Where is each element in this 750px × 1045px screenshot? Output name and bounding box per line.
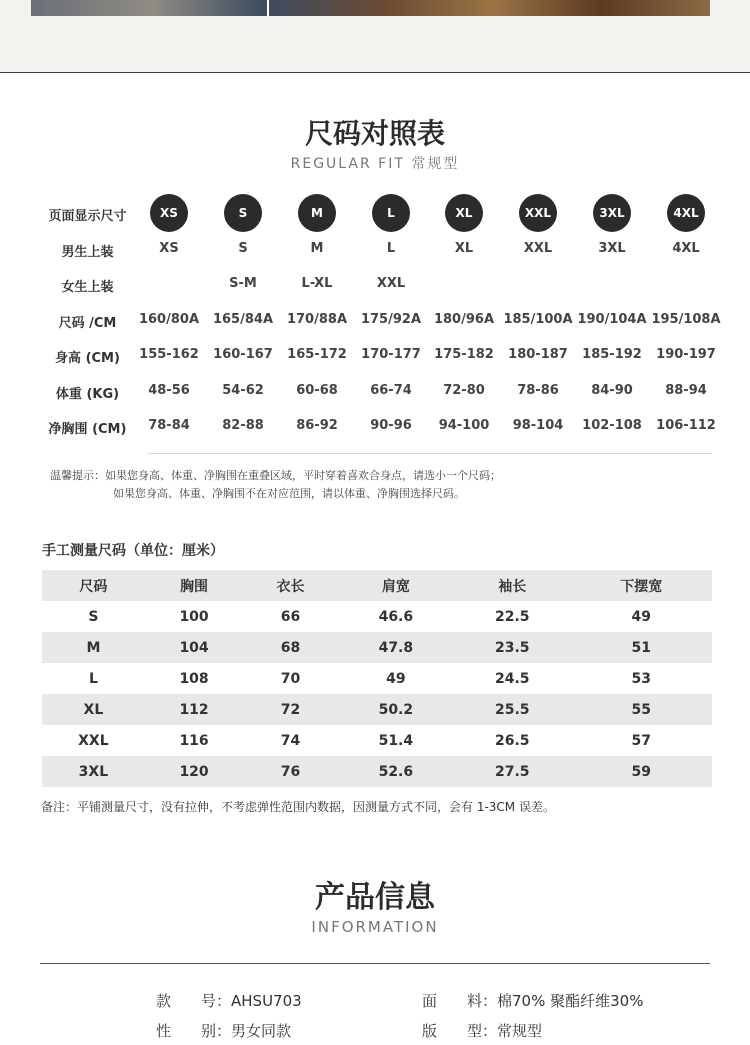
table-cell: 49 (386, 670, 406, 687)
size-cell: 48-56 (148, 383, 190, 398)
table-row (42, 756, 712, 787)
info-value: AHSU703 (231, 992, 302, 1010)
size-cell: L-XL (301, 276, 333, 291)
size-cell: 78-86 (517, 383, 559, 398)
size-cell: 72-80 (443, 383, 485, 398)
info-label: 款 号： (156, 992, 232, 1010)
product-info-divider (40, 963, 710, 964)
info-value: 男女同款 (231, 1022, 292, 1040)
table-cell: L (88, 670, 98, 687)
size-badge: L (372, 194, 410, 232)
size-cell: 86-92 (296, 418, 338, 433)
table-cell: 100 (179, 608, 209, 625)
measurement-header-cell: 尺码 (79, 578, 108, 595)
size-cell: L (386, 241, 396, 256)
size-cell: 3XL (598, 241, 626, 256)
table-cell: 53 (631, 670, 651, 687)
table-row (42, 601, 712, 632)
measurement-header-cell: 肩宽 (381, 578, 410, 595)
table-cell: 104 (179, 639, 209, 656)
size-badge: S (224, 194, 262, 232)
size-cell: 98-104 (512, 418, 564, 433)
table-cell: 70 (280, 670, 301, 687)
size-chart-title: 尺码对照表 (304, 117, 445, 150)
size-tip-line-2: 如果您身高、体重、净胸围不在对应范围，请以体重、净胸围选择尺码。 (113, 487, 465, 500)
table-cell: 25.5 (494, 701, 530, 718)
table-cell: 66 (280, 608, 301, 625)
info-value: 棉70% 聚酯纤维30% (497, 992, 644, 1010)
size-row-label: 页面显示尺寸 (48, 209, 127, 224)
info-style-no (156, 990, 302, 1011)
size-badge: 4XL (667, 194, 705, 232)
table-cell: 49 (631, 608, 651, 625)
info-label: 性 别： (156, 1022, 232, 1040)
size-cell: 66-74 (370, 383, 412, 398)
info-fit (422, 1020, 542, 1041)
photo-divider (267, 0, 269, 16)
measurement-table (42, 570, 712, 787)
size-cell: 175/92A (360, 312, 422, 327)
size-row-label: 身高 (CM) (55, 351, 120, 366)
table-cell: 112 (179, 701, 209, 718)
table-row (42, 725, 712, 756)
size-tip-line-1: 温馨提示：如果您身高、体重、净胸围在重叠区域，平时穿着喜欢合身点，请选小一个尺码； (50, 469, 501, 482)
table-cell: XL (83, 701, 104, 718)
size-cell: XXL (376, 276, 406, 291)
size-cell: XL (454, 241, 474, 256)
size-chart-divider (148, 453, 712, 454)
size-cell: 94-100 (438, 418, 490, 433)
table-cell: 26.5 (494, 732, 530, 749)
size-cell: 155-162 (139, 347, 199, 362)
table-cell: M (86, 639, 101, 656)
size-cell: 180/96A (433, 312, 495, 327)
table-cell: 55 (631, 701, 651, 718)
size-cell: 165/84A (212, 312, 274, 327)
table-row (42, 694, 712, 725)
measurement-header-cell: 袖长 (498, 578, 527, 595)
table-cell: 74 (280, 732, 301, 749)
measurement-remark: 备注：平铺测量尺寸，没有拉伸，不考虑弹性范围内数据，因测量方式不同，会有 1-3CM 误差。 (41, 800, 555, 814)
table-cell: 120 (179, 763, 209, 780)
product-info-subtitle: INFORMATION (311, 918, 439, 936)
table-cell: 108 (179, 670, 209, 687)
size-cell: 170/88A (286, 312, 348, 327)
size-cell: M (310, 241, 324, 256)
measurement-header-row (42, 570, 712, 601)
size-row-label: 男生上装 (61, 245, 114, 260)
table-cell: 3XL (78, 763, 109, 780)
table-cell: 76 (280, 763, 301, 780)
info-gender (156, 1020, 291, 1041)
size-cell: 190-197 (656, 347, 716, 362)
size-badge: XL (445, 194, 483, 232)
size-cell: 160-167 (213, 347, 273, 362)
size-cell: 185-192 (582, 347, 642, 362)
info-label: 版 型： (422, 1022, 498, 1040)
size-cell: 180-187 (508, 347, 568, 362)
size-cell: 54-62 (222, 383, 264, 398)
size-cell: 195/108A (651, 312, 721, 327)
table-cell: S (88, 608, 99, 625)
measurement-title: 手工测量尺码（单位：厘米） (42, 543, 224, 559)
table-cell: 116 (179, 732, 209, 749)
table-cell: XXL (78, 732, 109, 749)
size-cell: 190/104A (577, 312, 647, 327)
table-cell: 27.5 (494, 763, 530, 780)
size-cell: 78-84 (148, 418, 190, 433)
size-cell: 160/80A (138, 312, 200, 327)
measurement-header-cell: 衣长 (276, 578, 305, 595)
size-badge: XS (150, 194, 188, 232)
table-cell: 50.2 (378, 701, 414, 718)
size-cell: XXL (523, 241, 553, 256)
size-row-label: 体重 (KG) (55, 387, 120, 402)
size-cell: 102-108 (582, 418, 642, 433)
info-fabric (422, 990, 643, 1011)
table-cell: 22.5 (494, 608, 530, 625)
size-cell: 170-177 (361, 347, 421, 362)
measurement-header-cell: 下摆宽 (620, 578, 663, 595)
size-row-label: 尺码 /CM (58, 316, 117, 331)
size-cell: 4XL (672, 241, 700, 256)
size-cell: XS (159, 241, 179, 256)
product-photo (31, 0, 710, 16)
size-cell: S (238, 241, 248, 256)
table-cell: 51.4 (378, 732, 414, 749)
table-cell: 24.5 (494, 670, 530, 687)
size-cell: 88-94 (665, 383, 707, 398)
size-cell: 185/100A (503, 312, 573, 327)
table-cell: 72 (280, 701, 301, 718)
measurement-header-cell: 胸围 (180, 578, 209, 595)
table-row (42, 632, 712, 663)
table-cell: 57 (631, 732, 651, 749)
product-info-title: 产品信息 (315, 880, 435, 915)
size-cell: 60-68 (296, 383, 338, 398)
size-cell: 90-96 (370, 418, 412, 433)
size-cell: 175-182 (434, 347, 494, 362)
size-cell: 82-88 (222, 418, 264, 433)
table-cell: 51 (631, 639, 651, 656)
size-badge: XXL (519, 194, 557, 232)
table-cell: 59 (631, 763, 651, 780)
hero-banner (0, 0, 750, 73)
info-label: 面 料： (422, 992, 498, 1010)
table-row (42, 663, 712, 694)
table-cell: 23.5 (494, 639, 530, 656)
size-chart-subtitle: REGULAR FIT 常规型 (290, 156, 460, 172)
table-cell: 52.6 (378, 763, 414, 780)
table-cell: 47.8 (378, 639, 414, 656)
size-cell: 84-90 (591, 383, 633, 398)
size-badge: M (298, 194, 336, 232)
info-value: 常规型 (497, 1022, 543, 1040)
table-cell: 68 (280, 639, 301, 656)
table-cell: 46.6 (378, 608, 414, 625)
size-cell: 165-172 (287, 347, 347, 362)
size-cell: 106-112 (656, 418, 716, 433)
size-row-label: 女生上装 (61, 280, 114, 295)
size-row-label: 净胸围 (CM) (48, 422, 127, 437)
size-badge: 3XL (593, 194, 631, 232)
size-cell: S-M (229, 276, 257, 291)
